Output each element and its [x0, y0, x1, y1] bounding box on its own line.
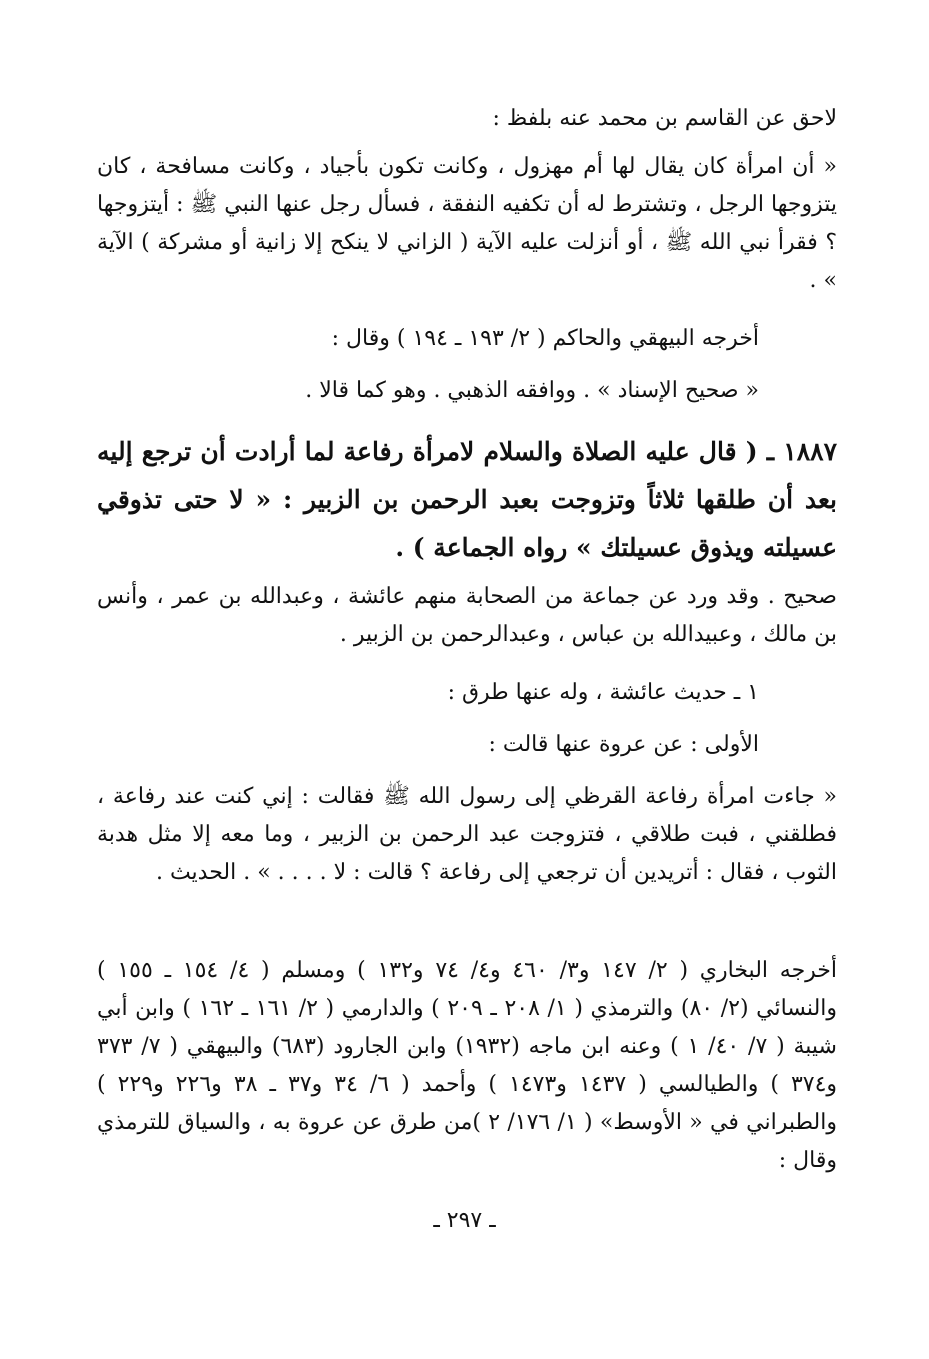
paragraph-sahih-note: صحيح . وقد ورد عن جماعة من الصحابة منهم عائشة ، وعبدالله بن عمر ، وأنس بن مالك ، وعبيدالله بن عباس ، وعبدالرحمن بن الزبير .: [97, 584, 837, 647]
page-number: ـ ٢٩٧ ـ: [433, 1208, 496, 1233]
paragraph-takhrij-bayhaqi: أخرجه البيهقي والحاكم ( ٢/ ١٩٣ ـ ١٩٤ ) وقال :: [331, 326, 759, 351]
paragraph-aisha-hadith: ١ ـ حديث عائشة ، وله عنها طرق :: [447, 680, 759, 705]
paragraph-quote-umm-mahzul: « أن امرأة كان يقال لها أم مهزول ، وكانت تكون بأجياد ، وكانت مسافحة ، كان يتزوجها الرجل ، وتشترط له أن تكفيه النفقة ، فسأل رجل عنها النبي ﷺ : أيتزوجها ؟ فقرأ نبي الله ﷺ ، أو أنزلت عليه الآية ( الزاني لا ينكح إلا زانية أو مشركة ) الآية » .: [97, 154, 837, 293]
paragraph-first-route: الأولى : عن عروة عنها قالت :: [488, 732, 759, 757]
hadith-heading-1887: ١٨٨٧ ـ ( قال عليه الصلاة والسلام لامرأة رفاعة لما أرادت أن ترجع إليه بعد أن طلقها ثلاثاً وتزوجت بعبد الرحمن بن الزبير : « لا حتى تذوقي عسيلته ويذوق عسيلتك » رواه الجماعة ) .: [97, 437, 837, 562]
paragraph-quote-rifaa: « جاءت امرأة رفاعة القرظي إلى رسول الله ﷺ فقالت : إني كنت عند رفاعة ، فطلقني ، فبت طلاقي ، فتزوجت عبد الرحمن بن الزبير ، وما معه إلا مثل هدبة الثوب ، فقال : أتريدين أن ترجعي إلى رفاعة ؟ قالت : لا . . . . » . الحديث .: [97, 784, 837, 885]
paragraph-isnad-note: « صحيح الإسناد » . ووافقه الذهبي . وهو كما قالا .: [305, 378, 759, 403]
paragraph-intro: لاحق عن القاسم بن محمد عنه بلفظ :: [492, 106, 837, 131]
paragraph-takhrij-bukhari: أخرجه البخاري ( ٢/ ١٤٧ و٣/ ٤٦٠ و٤/ ٧٤ و١٣٢ ) ومسلم ( ٤/ ١٥٤ ـ ١٥٥ ) والنسائي (٢/ ٨٠) والترمذي ( ١/ ٢٠٨ ـ ٢٠٩ ) والدارمي ( ٢/ ١٦١ ـ ١٦٢ ) وابن أبي شيبة ( ٧/ ٤٠/ ١ ) وعنه ابن ماجه (١٩٣٢) وابن الجارود (٦٨٣) والبيهقي ( ٧/ ٣٧٣ و٣٧٤ ) والطيالسي ( ١٤٣٧ و١٤٧٣ ) وأحمد ( ٦/ ٣٤ و٣٧ ـ ٣٨ و٢٢٦ و٢٢٩ ) والطبراني في « الأوسط» ( ١/ ١٧٦/ ٢ )من طرق عن عروة به ، والسياق للترمذي وقال :: [97, 958, 838, 1173]
